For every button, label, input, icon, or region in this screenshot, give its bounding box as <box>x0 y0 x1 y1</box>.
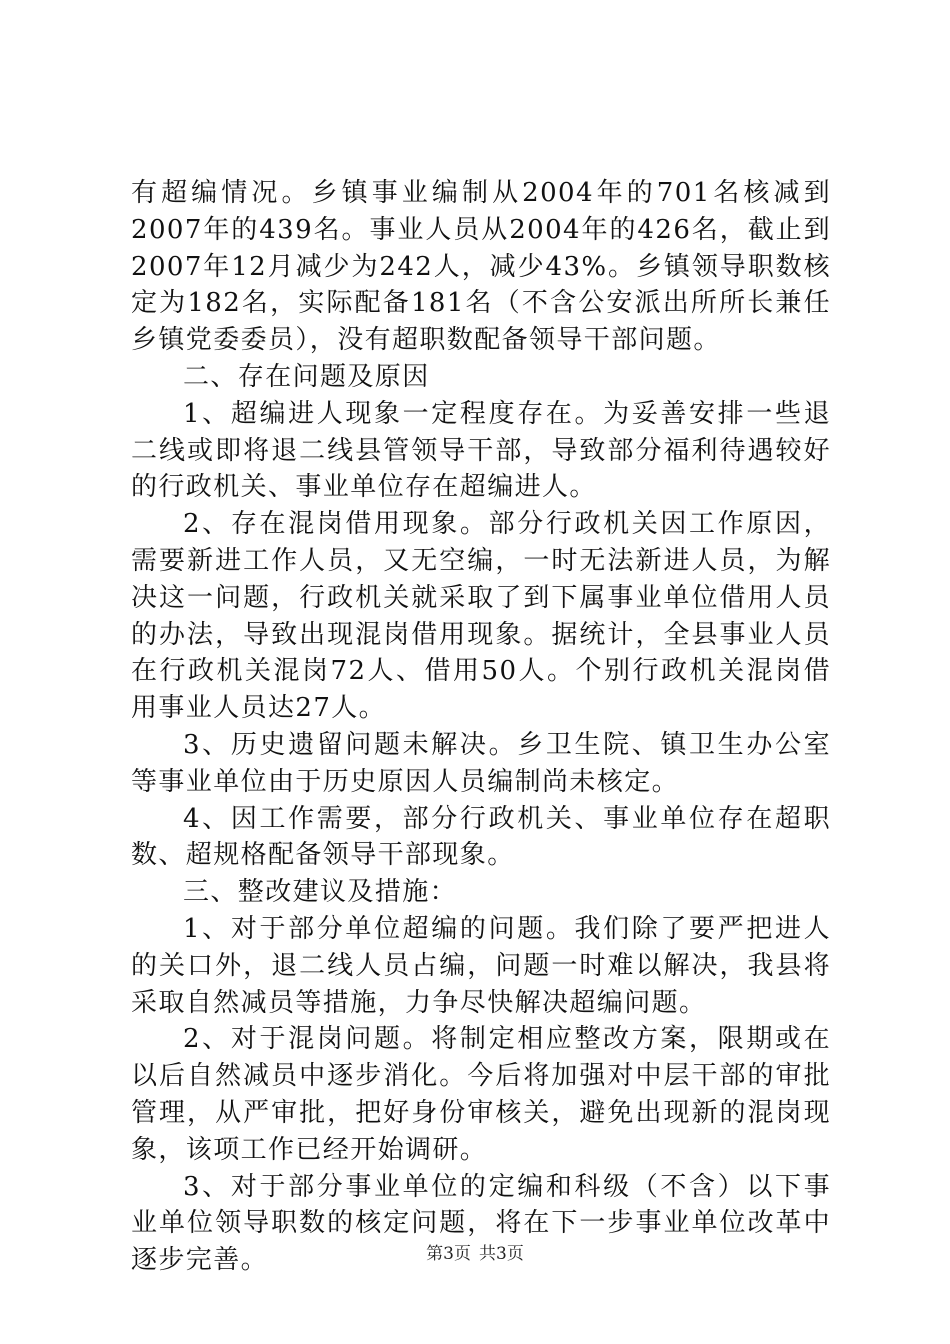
paragraph-problem-2: 2、存在混岗借用现象。部分行政机关因工作原因，需要新进工作人员，又无空编，一时无法新进人员，为解决这一问题，行政机关就采取了到下属事业单位借用人员的办法，导致出现混岗借用现象。据统计，全县事业人员在行政机关混岗72人、借用50人。个别行政机关混岗借用事业人员达27人。 <box>131 509 831 724</box>
section-heading-measures: 三、整改建议及措施： <box>183 877 458 908</box>
paragraph-measure-2: 2、对于混岗问题。将制定相应整改方案，限期或在以后自然减员中逐步消化。今后将加强对中层干部的审批管理，从严审批，把好身份审核关，避免出现新的混岗现象，该项工作已经开始调研。 <box>131 1024 831 1165</box>
section-heading-problems: 二、存在问题及原因 <box>183 361 430 392</box>
paragraph-problem-1: 1、超编进人现象一定程度存在。为妥善安排一些退二线或即将退二线县管领导干部，导致部分福利待遇较好的行政机关、事业单位存在超编进人。 <box>131 398 831 503</box>
paragraph-problem-3: 3、历史遗留问题未解决。乡卫生院、镇卫生办公室等事业单位由于历史原因人员编制尚未核定。 <box>131 729 831 797</box>
page-total: 共3页 <box>479 1244 524 1264</box>
page-number: 第3页 <box>426 1244 471 1264</box>
document-body <box>131 175 831 1279</box>
paragraph-measure-1: 1、对于部分单位超编的问题。我们除了要严把进人的关口外，退二线人员占编，问题一时难以解决，我县将采取自然减员等措施，力争尽快解决超编问题。 <box>131 913 831 1018</box>
paragraph-1: 有超编情况。乡镇事业编制从2004年的701名核减到2007年的439名。事业人员从2004年的426名，截止到2007年12月减少为242人，减少43%。乡镇领导职数核定为182名，实际配备181名（不含公安派出所所长兼任乡镇党委委员），没有超职数配备领导干部问题。 <box>131 178 831 356</box>
paragraph-problem-4: 4、因工作需要，部分行政机关、事业单位存在超职数、超规格配备领导干部现象。 <box>131 803 831 871</box>
page-footer <box>0 1243 950 1265</box>
paragraph-measure-3: 3、对于部分事业单位的定编和科级（不含）以下事业单位领导职数的核定问题，将在下一步事业单位改革中逐步完善。 <box>131 1171 831 1276</box>
